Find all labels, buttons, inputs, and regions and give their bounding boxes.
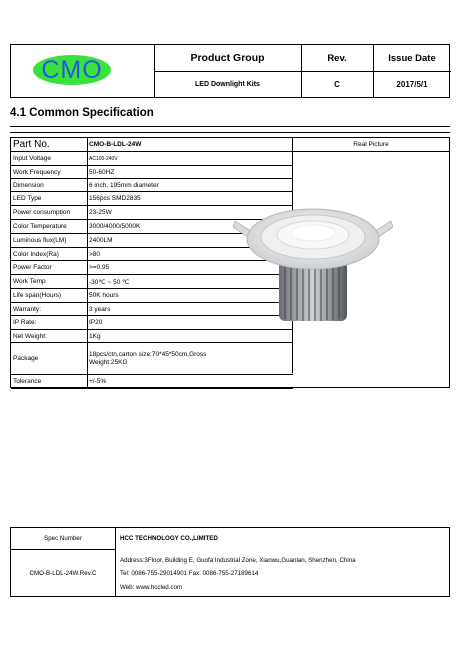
spec-value: 1Kg xyxy=(89,332,101,340)
spec-label: Power consumption xyxy=(13,209,71,216)
spec-value: 23-25W xyxy=(89,209,112,216)
spec-label: Color Temperature xyxy=(13,223,67,230)
spec-value: >80 xyxy=(89,250,101,258)
spec-label: LED Type xyxy=(13,195,42,202)
spec-value: 156pcs SMD2835 xyxy=(89,195,141,202)
logo-cell xyxy=(11,45,155,97)
spec-value: 3 years xyxy=(89,305,111,313)
rev-heading: Rev. xyxy=(327,52,347,64)
spec-value: IP20 xyxy=(89,319,103,326)
issue-date-heading: Issue Date xyxy=(388,52,436,64)
spec-number: CMO-B-LDL-24W.Rev.C xyxy=(29,569,97,577)
spec-value: 3000/4000/5000K xyxy=(89,223,141,230)
spec-value: -30℃ ~ 50 ℃ xyxy=(89,278,130,286)
spec-label: Life span(Hours) xyxy=(13,292,62,299)
spec-row xyxy=(11,330,293,343)
footer-table xyxy=(10,527,450,597)
spec-label: Warranty: xyxy=(13,305,41,313)
spec-value: 50K hours xyxy=(89,292,119,299)
spec-value: 2400LM xyxy=(89,237,113,244)
header-table xyxy=(10,44,450,98)
spec-value: >=0.95 xyxy=(89,264,110,271)
part-no-label: Part No. xyxy=(13,139,50,150)
spec-label: Tolerance xyxy=(13,378,42,385)
rev-value: C xyxy=(334,79,340,89)
spec-row xyxy=(11,179,293,192)
spec-table xyxy=(10,137,450,388)
spec-value: 6 inch, 195mm diameter xyxy=(89,181,159,189)
spec-label: Package xyxy=(13,355,39,362)
section-rule xyxy=(10,126,450,127)
company-name: HCC TECHNOLOGY CO.,LIMITED xyxy=(120,535,218,542)
spec-label: IP Rate: xyxy=(13,319,37,326)
spec-label: Dimension xyxy=(13,181,44,189)
real-picture-label: Real Picture xyxy=(353,141,389,148)
spec-label: Input Voltage xyxy=(13,155,51,162)
logo-text: CMO xyxy=(41,55,103,84)
product-group-heading: Product Group xyxy=(190,52,265,64)
section-title: 4.1 Common Specification xyxy=(10,107,154,119)
spec-value: +/-5% xyxy=(89,378,107,385)
company-logo xyxy=(33,55,111,85)
product-group-value: LED Downlight Kits xyxy=(195,80,260,88)
company-web: Web: www.hccled.com xyxy=(120,584,183,591)
part-no-row xyxy=(11,138,449,152)
spec-row xyxy=(11,343,293,375)
part-no-value: CMO-B-LDL-24W xyxy=(89,141,142,148)
spec-label: Work Temp xyxy=(13,278,46,285)
spec-label: Work Frequency xyxy=(13,168,61,176)
downlight-product-image xyxy=(233,197,393,329)
company-address: Address:3Floor, Building E, Guofa Industrial Zone, Xianwu,Guanlan, Shenzhen, China xyxy=(120,557,356,564)
spec-label: Net Weight: xyxy=(13,332,47,340)
spec-row xyxy=(11,166,293,179)
spec-value: 18pcs/ctn,carton size:70*45*50cm,Gross Weight:25KG xyxy=(89,350,207,366)
spec-number-label: Spec Number xyxy=(44,535,82,542)
spec-label: Color Index(Ra) xyxy=(13,250,59,258)
spec-label: Power Factor xyxy=(13,264,52,271)
spec-row xyxy=(11,375,293,389)
issue-date-value: 2017/5/1 xyxy=(396,79,428,89)
spec-label: Luminous flux(LM) xyxy=(13,237,67,244)
spec-value: AC100-240V xyxy=(89,155,118,162)
company-tel-fax: Tel: 0086-755-29014901 Fax: 0086-755-27189614 xyxy=(120,570,259,577)
section-rule-lower xyxy=(10,132,450,133)
spec-row xyxy=(11,152,293,166)
spec-value: 50-60HZ xyxy=(89,168,115,176)
